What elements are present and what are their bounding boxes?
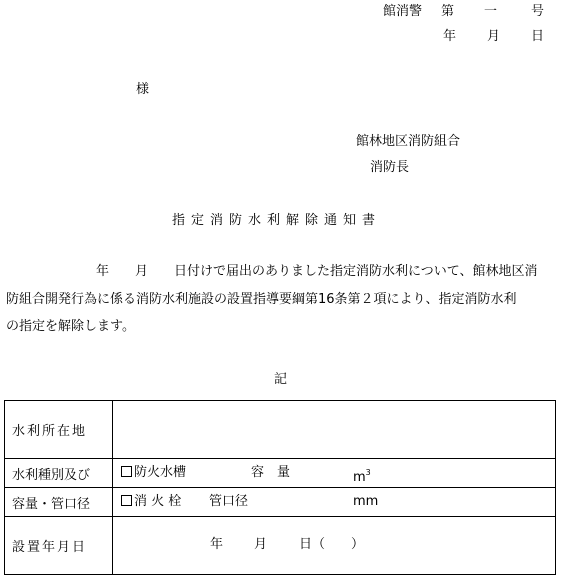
capacity-label: 容 量 — [251, 465, 291, 480]
body-line-1 — [6, 258, 576, 285]
sender-org: 館林地区消防組合 — [356, 134, 461, 149]
capacity-unit-sup: 3 — [365, 468, 371, 477]
sender-title: 消防長 — [370, 160, 410, 175]
install-day: 日（ ） — [299, 537, 365, 552]
info-table — [4, 400, 556, 575]
install-value-cell — [113, 517, 556, 575]
type-label-cell-1 — [5, 459, 113, 488]
date-year: 年 — [443, 29, 457, 44]
install-year: 年 — [210, 537, 224, 552]
table-row-install-date — [5, 517, 556, 575]
install-month: 月 — [254, 537, 268, 552]
body-line-3: の指定を解除します。 — [6, 319, 135, 334]
pipe-label: 管口径 — [209, 494, 249, 509]
doc-number-dai: 第 — [441, 4, 455, 19]
table-row-tank — [5, 459, 556, 488]
doc-number-dash: 一 — [484, 4, 498, 19]
install-label-cell — [5, 517, 113, 575]
tank-cell — [113, 459, 556, 488]
install-label: 設置年月日 — [12, 540, 88, 555]
hydrant-label: 消 火 栓 — [134, 494, 182, 509]
hydrant-cell — [113, 488, 556, 517]
body-line-2: 防組合開発行為に係る消防水利施設の設置指導要綱第16条第２項により、指定消防水利 — [6, 292, 517, 307]
type-label-cell-2 — [5, 488, 113, 517]
table-row-location — [5, 401, 556, 459]
addressee-sama: 様 — [136, 82, 150, 97]
pipe-unit: mm — [353, 494, 379, 509]
tank-option — [121, 465, 186, 481]
tank-label: 防火水槽 — [134, 465, 187, 480]
date-day: 日 — [531, 29, 545, 44]
capacity-unit — [353, 465, 371, 486]
type-label-1: 水利種別及び — [12, 467, 91, 483]
location-value-cell — [113, 401, 556, 459]
document-title: 指定消防水利解除通知書 — [172, 213, 382, 228]
checkbox-icon — [121, 495, 132, 506]
type-label-2: 容量・管口径 — [12, 496, 91, 512]
capacity-unit-m: m — [353, 470, 366, 485]
hydrant-option — [121, 494, 181, 510]
doc-number-prefix: 館消警 — [383, 4, 423, 19]
location-label-cell — [5, 401, 113, 459]
body-text-1: 年 月 日付けで届出のありました指定消防水利について、館林地区消 — [70, 264, 538, 279]
date-month: 月 — [487, 29, 501, 44]
table-row-hydrant — [5, 488, 556, 517]
doc-number-go: 号 — [531, 4, 545, 19]
checkbox-icon — [121, 466, 132, 477]
location-label: 水利所在地 — [12, 424, 88, 439]
ki-heading: 記 — [274, 372, 288, 387]
